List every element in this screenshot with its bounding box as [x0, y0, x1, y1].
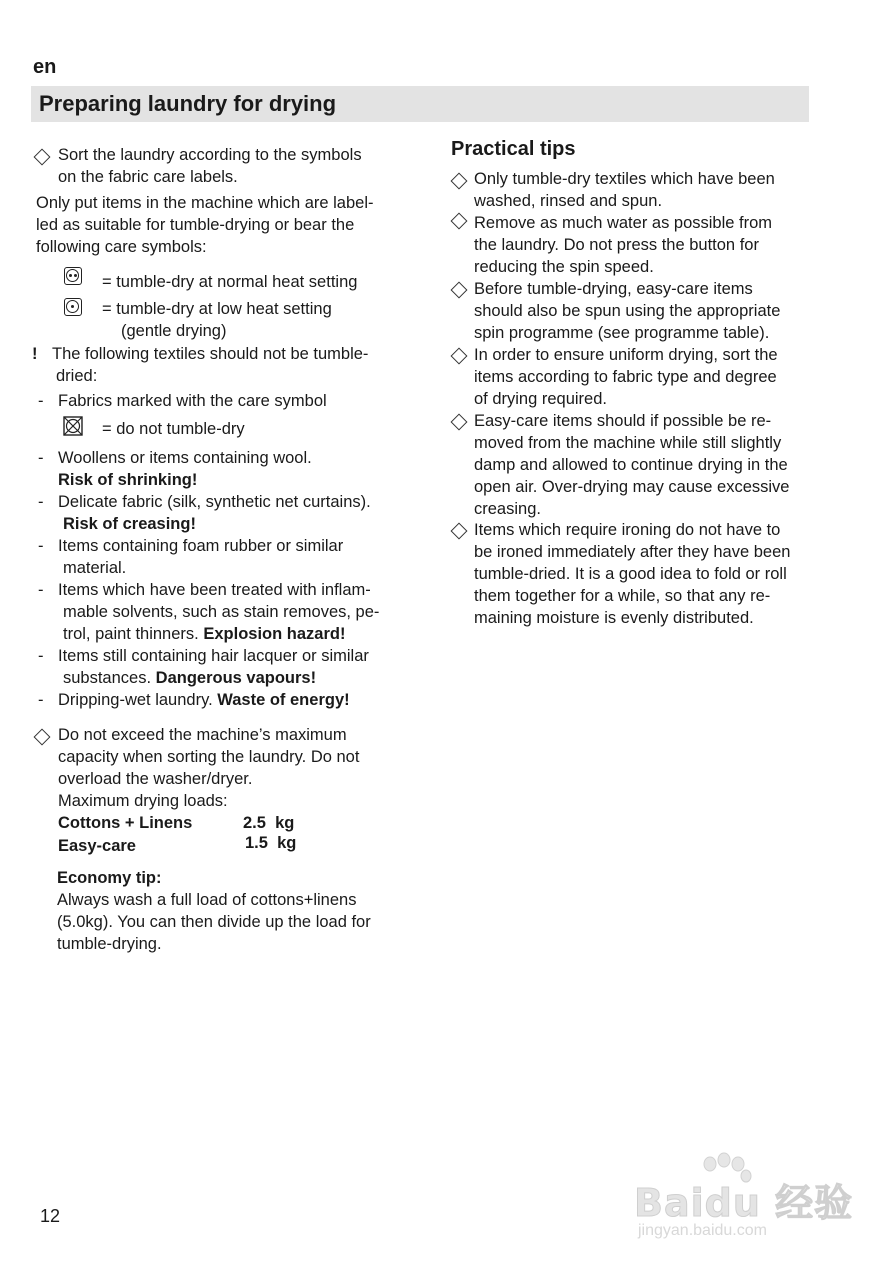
symbol-low-subtext: (gentle drying) [121, 322, 227, 340]
tip-6-line-5: maining moisture is evenly distributed. [474, 609, 754, 627]
item-foam-1: Items containing foam rubber or similar [58, 537, 344, 555]
symbol-normal-text: = tumble-dry at normal heat setting [102, 273, 358, 291]
woollens-warning: Risk of shrinking! [58, 471, 198, 489]
item-lacquer-2 [63, 667, 316, 689]
diamond-bullet-icon [34, 149, 51, 166]
only-put-line-2: led as suitable for tumble-drying or bear the [36, 216, 355, 234]
only-put-line-1: Only put items in the machine which are label- [36, 194, 374, 212]
only-put-line-3: following care symbols: [36, 238, 207, 256]
tip-1-line-2: washed, rinsed and spun. [474, 192, 663, 210]
tip-2-line-1: Remove as much water as possible from [474, 214, 773, 232]
economy-line-1: Always wash a full load of cottons+linens [57, 891, 357, 909]
economy-line-3: tumble-drying. [57, 935, 162, 953]
tip-4-line-3: of drying required. [474, 390, 607, 408]
tumble-dry-low-icon [64, 298, 82, 316]
tip-6-line-1: Items which require ironing do not have to [474, 521, 781, 539]
tip-4-line-2: items according to fabric type and degree [474, 368, 777, 386]
sort-line-1: Sort the laundry according to the symbols [58, 146, 362, 164]
economy-title: Economy tip: [57, 869, 162, 887]
do-not-tumble-text: = do not tumble-dry [102, 420, 245, 438]
practical-tips-heading: Practical tips [451, 138, 576, 160]
tip-1-line-1: Only tumble-dry textiles which have been [474, 170, 775, 188]
flam-text: trol, paint thinners. [63, 625, 199, 643]
load-value-cottons: 2.5 kg [243, 814, 295, 832]
item-woollens: Woollens or items containing wool. [58, 449, 312, 467]
tip-6-line-2: be ironed immediately after they have been [474, 543, 791, 561]
item-dripping [58, 689, 350, 711]
diamond-bullet-icon [451, 213, 468, 230]
tip-5-line-2: moved from the machine while still slightly [474, 434, 782, 452]
tip-3-line-3: spin programme (see programme table). [474, 324, 770, 342]
capacity-line-2: capacity when sorting the laundry. Do not [58, 748, 360, 766]
item-delicate: Delicate fabric (silk, synthetic net curtains). [58, 493, 371, 511]
tip-5-line-4: open air. Over-drying may cause excessive [474, 478, 790, 496]
tip-2-line-3: reducing the spin speed. [474, 258, 654, 276]
warning-line-2: dried: [56, 367, 98, 385]
capacity-line-3: overload the washer/dryer. [58, 770, 253, 788]
item-fabrics: Fabrics marked with the care symbol [58, 392, 327, 410]
diamond-bullet-icon [34, 729, 51, 746]
symbol-low-text: = tumble-dry at low heat setting [102, 300, 332, 318]
watermark-brand: Baidu 经验 [634, 1181, 854, 1225]
baidu-watermark [614, 1150, 854, 1250]
diamond-bullet-icon [451, 173, 468, 190]
dripping-text: Dripping-wet laundry. [58, 691, 213, 709]
item-flam-2: mable solvents, such as stain removes, pe- [63, 603, 380, 621]
economy-line-2: (5.0kg). You can then divide up the load for [57, 913, 371, 931]
dripping-warning: Waste of energy! [217, 691, 350, 709]
tip-5-line-1: Easy-care items should if possible be re- [474, 412, 772, 430]
flam-warning: Explosion hazard! [203, 625, 346, 643]
tip-2-line-2: the laundry. Do not press the button for [474, 236, 759, 254]
item-lacquer-1: Items still containing hair lacquer or similar [58, 647, 369, 665]
do-not-tumble-dry-icon [63, 416, 83, 436]
diamond-bullet-icon [451, 523, 468, 540]
watermark-url: jingyan.baidu.com [638, 1222, 767, 1239]
tip-3-line-1: Before tumble-drying, easy-care items [474, 280, 753, 298]
sort-line-2: on the fabric care labels. [58, 168, 238, 186]
item-flam-1: Items which have been treated with inflam- [58, 581, 371, 599]
tip-4-line-1: In order to ensure uniform drying, sort the [474, 346, 778, 364]
delicate-warning: Risk of creasing! [63, 515, 196, 533]
diamond-bullet-icon [451, 414, 468, 431]
tumble-dry-normal-icon [64, 267, 82, 285]
load-value-easycare: 1.5 kg [245, 834, 297, 852]
load-name-cottons: Cottons + Linens [58, 814, 193, 832]
capacity-line-4: Maximum drying loads: [58, 792, 228, 810]
lacquer-warning: Dangerous vapours! [155, 669, 317, 687]
tip-6-line-4: them together for a while, so that any re- [474, 587, 771, 605]
capacity-line-1: Do not exceed the machine’s maximum [58, 726, 347, 744]
page-title: Preparing laundry for drying [39, 91, 337, 116]
warning-mark: ! [32, 345, 38, 363]
language-label: en [33, 56, 57, 78]
tip-5-line-3: damp and allowed to continue drying in the [474, 456, 788, 474]
tip-5-line-5: creasing. [474, 500, 541, 518]
diamond-bullet-icon [451, 348, 468, 365]
diamond-bullet-icon [451, 282, 468, 299]
warning-line-1: The following textiles should not be tumble- [52, 345, 369, 363]
lacquer-text: substances. [63, 669, 152, 687]
item-flam-3 [63, 623, 345, 645]
item-foam-2: material. [63, 559, 127, 577]
load-name-easycare: Easy-care [58, 837, 136, 855]
tip-3-line-2: should also be spun using the appropriate [474, 302, 781, 320]
section-title-bar [31, 86, 809, 122]
page-number: 12 [40, 1206, 61, 1226]
tip-6-line-3: tumble-dried. It is a good idea to fold or roll [474, 565, 787, 583]
